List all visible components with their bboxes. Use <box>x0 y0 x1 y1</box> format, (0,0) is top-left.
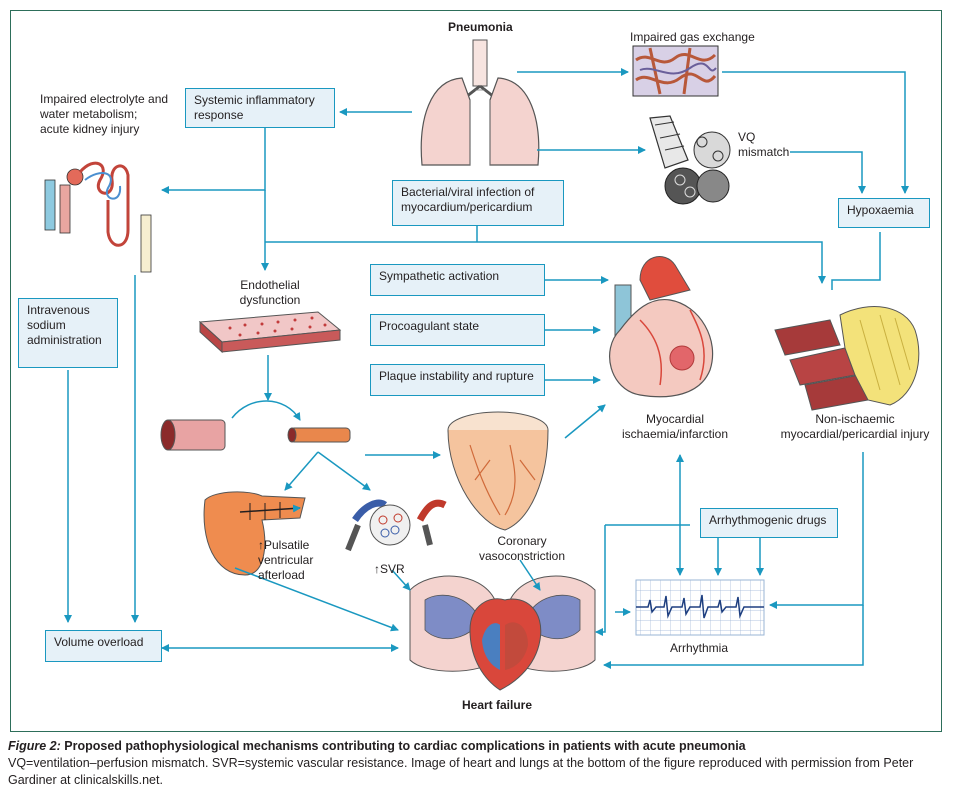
pulsatile-afterload-label <box>258 538 328 583</box>
impaired-electrolyte-label: Impaired electrolyte and water metabolism; acute kidney injury <box>40 92 169 136</box>
heart-failure-label: Heart failure <box>462 698 533 712</box>
heart-failure-illustration <box>410 576 595 690</box>
procoagulant-box: Procoagulant state <box>370 314 545 346</box>
intravenous-sodium-box: Intravenous sodium administration <box>18 298 118 368</box>
heart-illustration <box>610 257 713 397</box>
svr-illustration <box>348 503 445 550</box>
caption-title <box>8 738 963 755</box>
nephron-illustration <box>45 163 151 272</box>
non-ischaemic-label: Non-ischaemic myocardial/pericardial injury <box>780 412 930 441</box>
endothelial-label: Endothelial dysfunction <box>239 278 301 307</box>
plaque-instability-box: Plaque instability and rupture <box>370 364 545 396</box>
lungs-illustration <box>421 40 538 165</box>
coronary-heart-illustration <box>448 412 548 530</box>
pulsatile-text: Pulsatile ventricular afterload <box>258 538 314 582</box>
arrhythmia-label: Arrhythmia <box>670 641 729 655</box>
myocardial-ischaemia-label: Myocardial ischaemia/infarction <box>621 412 729 441</box>
pneumonia-label: Pneumonia <box>448 20 513 34</box>
svr-text: SVR <box>380 562 405 576</box>
systemic-inflammatory-box: Systemic inflammatory response <box>185 88 335 128</box>
hypoxaemia-box: Hypoxaemia <box>838 198 930 228</box>
impaired-gas-exchange-label: Impaired gas exchange <box>630 30 755 44</box>
figure-caption <box>8 738 963 789</box>
vessels-illustration <box>161 401 350 450</box>
caption-title-text: Proposed pathophysiological mechanisms contributing to cardiac complications in patients with acute pneumonia <box>64 739 746 753</box>
myocardial-tissue-illustration <box>775 307 919 410</box>
sympathetic-activation-box: Sympathetic activation <box>370 264 545 296</box>
bacterial-viral-box: Bacterial/viral infection of myocardium/pericardium <box>392 180 564 226</box>
caption-body: VQ=ventilation–perfusion mismatch. SVR=systemic vascular resistance. Image of heart and lungs at the bottom of the figure reproduced with permission from Peter Gardiner at clinicalskills.net. <box>8 756 914 787</box>
gas-exchange-illustration <box>633 46 718 96</box>
figure-label: Figure 2: <box>8 739 61 753</box>
up-arrow-icon: ↑ <box>374 562 380 576</box>
coronary-vasoconstriction-label: Coronary vasoconstriction <box>478 534 566 563</box>
endothelial-tissue-illustration <box>200 312 340 352</box>
arrhythmogenic-drugs-box: Arrhythmogenic drugs <box>700 508 838 538</box>
svr-label <box>374 562 405 577</box>
vq-mismatch-label: VQ mismatch <box>738 130 790 159</box>
vq-mismatch-illustration <box>650 116 730 204</box>
ecg-illustration <box>636 580 764 635</box>
volume-overload-box: Volume overload <box>45 630 162 662</box>
up-arrow-icon: ↑ <box>258 538 264 552</box>
